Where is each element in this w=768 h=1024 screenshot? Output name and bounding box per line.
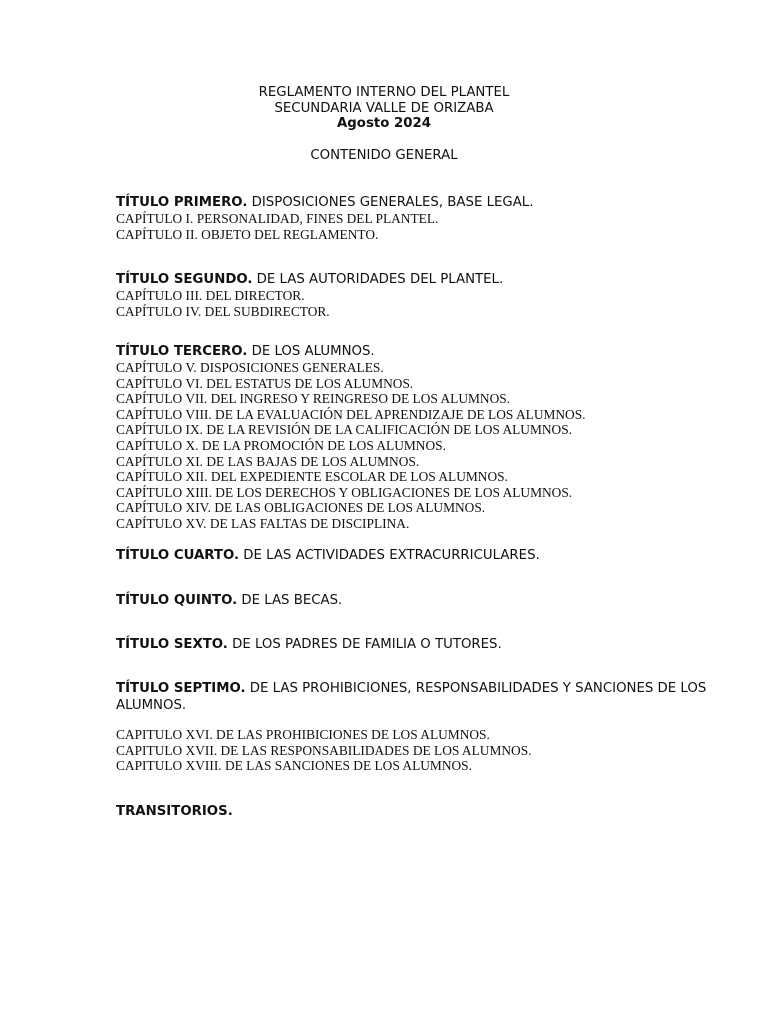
transitorios: TRANSITORIOS. [116, 804, 233, 819]
chapter-item: CAPÍTULO XIII. DE LOS DERECHOS Y OBLIGACIONES DE LOS ALUMNOS. [116, 484, 573, 500]
chapter-item: CAPÍTULO III. DEL DIRECTOR. [116, 288, 305, 303]
chapter-item: CAPÍTULO X. DE LA PROMOCIÓN DE LOS ALUMNOS. [116, 437, 446, 453]
chapter-item: CAPÍTULO VII. DEL INGRESO Y REINGRESO DE LOS ALUMNOS. [116, 391, 511, 407]
title-septimo [116, 680, 716, 714]
chapter-item: CAPÍTULO VIII. DE LA EVALUACIÓN DEL APRENDIZAJE DE LOS ALUMNOS. [116, 406, 586, 422]
chapters-primero [116, 211, 716, 242]
title-label: TÍTULO TERCERO. [116, 344, 248, 359]
chapters-tercero [116, 360, 716, 532]
title-cuarto [116, 547, 716, 564]
header-date: Agosto 2024 [337, 116, 431, 131]
title-text: DE LAS AUTORIDADES DEL PLANTEL. [252, 272, 504, 287]
title-segundo [116, 271, 716, 288]
title-label: TÍTULO SEGUNDO. [116, 272, 253, 287]
title-text: DE LAS PROHIBICIONES, RESPONSABILIDADES Y SANCIONES DE LOS ALUMNOS. [116, 681, 707, 713]
chapter-item: CAPÍTULO I. PERSONALIDAD, FINES DEL PLANTEL. [116, 211, 439, 226]
chapter-item: CAPÍTULO XIV. DE LAS OBLIGACIONES DE LOS ALUMNOS. [116, 500, 486, 516]
chapter-item: CAPÍTULO IV. DEL SUBDIRECTOR. [116, 303, 330, 319]
header-line-1: REGLAMENTO INTERNO DEL PLANTEL [258, 85, 510, 100]
chapter-item: CAPITULO XVIII. DE LAS SANCIONES DE LOS ALUMNOS. [116, 758, 472, 774]
chapter-item: CAPÍTULO II. OBJETO DEL REGLAMENTO. [116, 226, 379, 242]
chapter-item: CAPÍTULO V. DISPOSICIONES GENERALES. [116, 360, 384, 375]
header-line-2: SECUNDARIA VALLE DE ORIZABA [274, 100, 494, 116]
title-text: DE LAS ACTIVIDADES EXTRACURRICULARES. [239, 548, 540, 563]
chapter-item: CAPÍTULO XII. DEL EXPEDIENTE ESCOLAR DE LOS ALUMNOS. [116, 469, 508, 485]
chapter-item: CAPÍTULO XV. DE LAS FALTAS DE DISCIPLINA. [116, 515, 410, 531]
title-text: DE LOS ALUMNOS. [247, 344, 375, 359]
title-primero [116, 194, 716, 211]
title-label: TÍTULO PRIMERO. [116, 195, 248, 210]
title-tercero [116, 343, 716, 360]
chapter-item: CAPÍTULO IX. DE LA REVISIÓN DE LA CALIFICACIÓN DE LOS ALUMNOS. [116, 422, 573, 438]
title-label: TÍTULO SEXTO. [116, 637, 228, 652]
title-quinto [116, 592, 716, 609]
chapter-item: CAPÍTULO VI. DEL ESTATUS DE LOS ALUMNOS. [116, 375, 414, 391]
title-label: TÍTULO CUARTO. [116, 548, 240, 563]
title-label: TÍTULO SEPTIMO. [116, 681, 246, 696]
chapter-item: CAPÍTULO XI. DE LAS BAJAS DE LOS ALUMNOS. [116, 453, 420, 469]
title-text: DE LOS PADRES DE FAMILIA O TUTORES. [227, 637, 502, 652]
title-text: DISPOSICIONES GENERALES, BASE LEGAL. [247, 195, 534, 210]
title-label: TÍTULO QUINTO. [116, 593, 238, 608]
chapters-segundo [116, 288, 716, 319]
title-text: DE LAS BECAS. [237, 593, 343, 608]
chapters-septimo [116, 727, 716, 774]
chapter-item: CAPITULO XVI. DE LAS PROHIBICIONES DE LOS ALUMNOS. [116, 727, 490, 742]
title-sexto [116, 636, 716, 653]
document-header [0, 85, 768, 132]
chapter-item: CAPITULO XVII. DE LAS RESPONSABILIDADES DE LOS ALUMNOS. [116, 742, 532, 758]
contents-heading: CONTENIDO GENERAL [310, 148, 458, 163]
